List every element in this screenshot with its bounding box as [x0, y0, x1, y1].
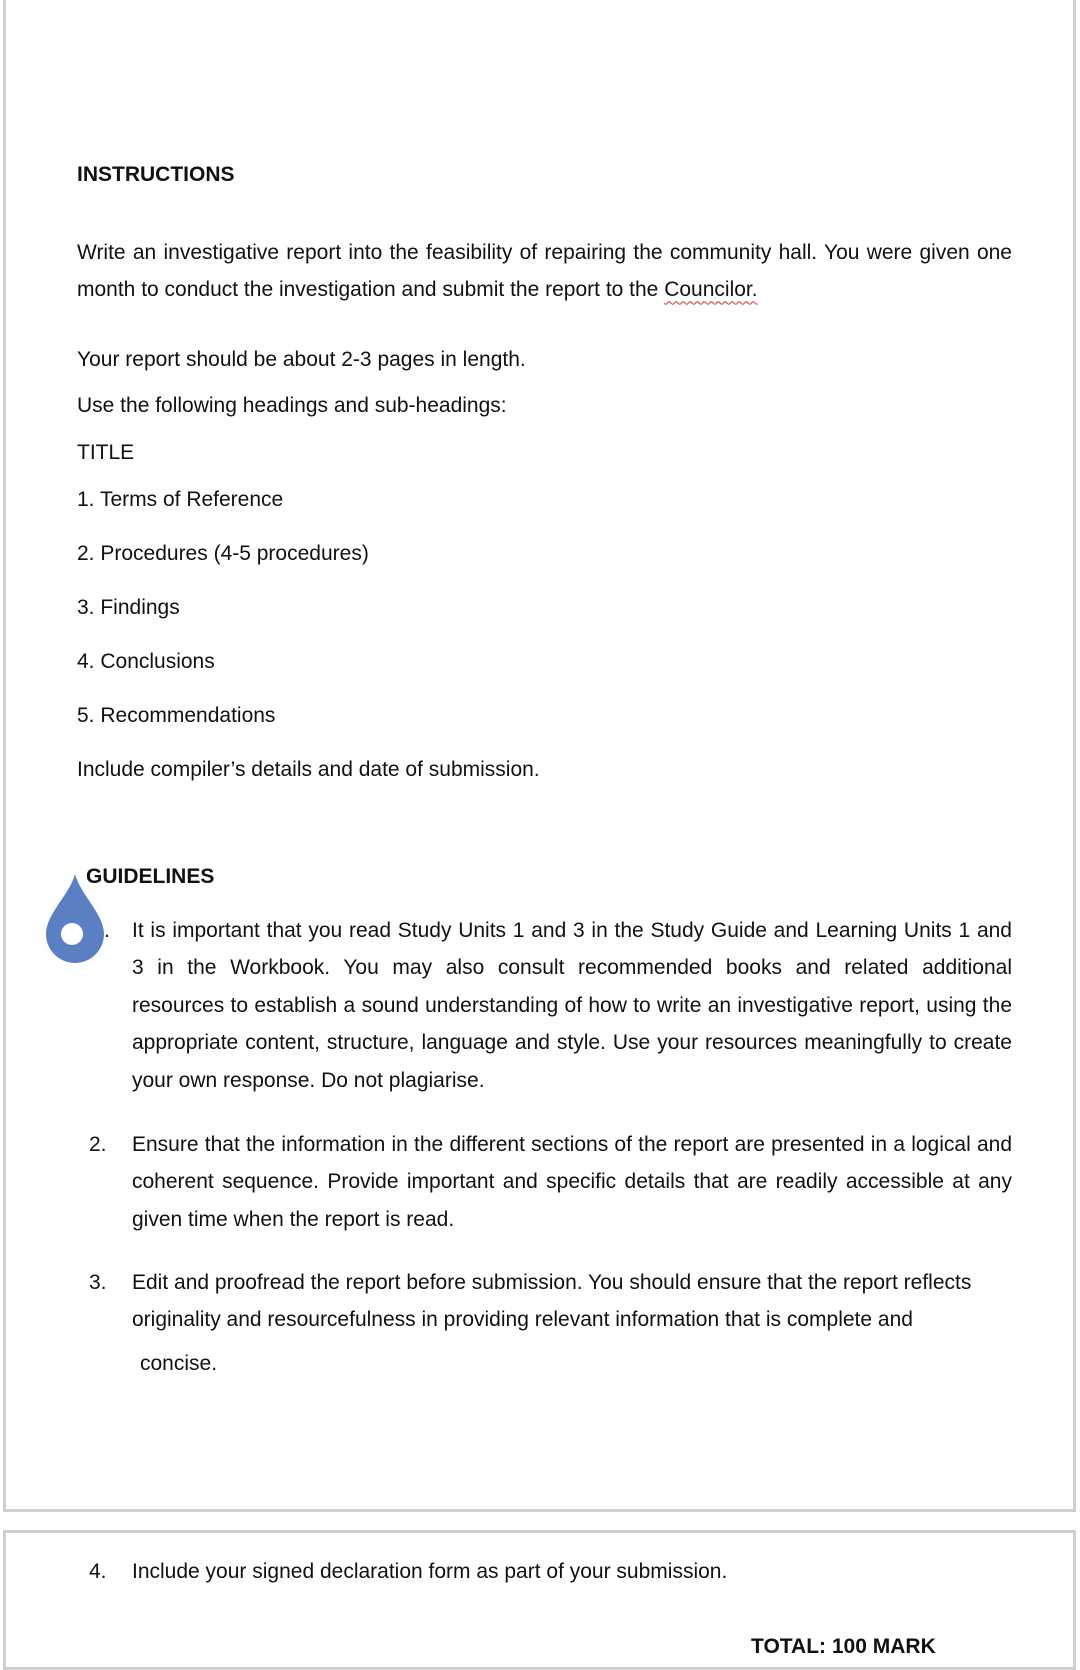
spellcheck-word: Councilor.	[664, 278, 758, 302]
closing-line: Include compiler’s details and date of submission.	[77, 758, 540, 781]
heading-item: 5. Recommendations	[77, 704, 276, 727]
heading-item: 1. Terms of Reference	[77, 488, 284, 511]
guideline-number: .	[104, 919, 110, 942]
guideline-text: originality and resourcefulness in providing relevant information that is complete and	[132, 1308, 913, 1331]
instructions-heading: INSTRUCTIONS	[77, 163, 235, 186]
title-label: TITLE	[77, 441, 135, 464]
guideline-text: It is important that you read Study Units 1 and 3 in the Study Guide and Learning Units 1 and 3 in the Workbook. You may also consult recommended books and related additional resources to establish a sound understanding of how to write an investigative report, using the appropriate content, structure, language and style. Use your resources meaningfully to create your own response. Do not plagiarise.	[132, 919, 1012, 1092]
document-page-1	[3, 0, 1076, 1512]
guideline-text: Include your signed declaration form as part of your submission.	[132, 1560, 728, 1583]
droplet-icon[interactable]	[44, 872, 106, 964]
heading-item: 3. Findings	[77, 596, 180, 619]
report-length-line: Your report should be about 2-3 pages in length.	[77, 348, 526, 371]
guidelines-heading: GUIDELINES	[86, 865, 215, 888]
headings-intro: Use the following headings and sub-headings:	[77, 394, 507, 417]
document-page-2	[3, 1530, 1076, 1670]
guideline-number: 3.	[89, 1271, 107, 1294]
heading-item: 2. Procedures (4-5 procedures)	[77, 542, 369, 565]
heading-item: 4. Conclusions	[77, 650, 215, 673]
instructions-paragraph	[77, 234, 1012, 309]
instructions-paragraph-text: Write an investigative report into the feasibility of repairing the community hall. You were given one month to conduct the investigation and submit the report to the	[77, 241, 1012, 302]
guideline-text: concise.	[140, 1352, 218, 1375]
guideline-text: Edit and proofread the report before submission. You should ensure that the report reflects	[132, 1271, 972, 1294]
guideline-number: 4.	[89, 1560, 107, 1583]
guideline-text: Ensure that the information in the different sections of the report are presented in a logical and coherent sequence. Provide important and specific details that are readily accessible at any given time when the report is read.	[132, 1133, 1012, 1231]
guideline-number: 2.	[89, 1133, 107, 1156]
total-marks: TOTAL: 100 MARK	[751, 1635, 936, 1658]
